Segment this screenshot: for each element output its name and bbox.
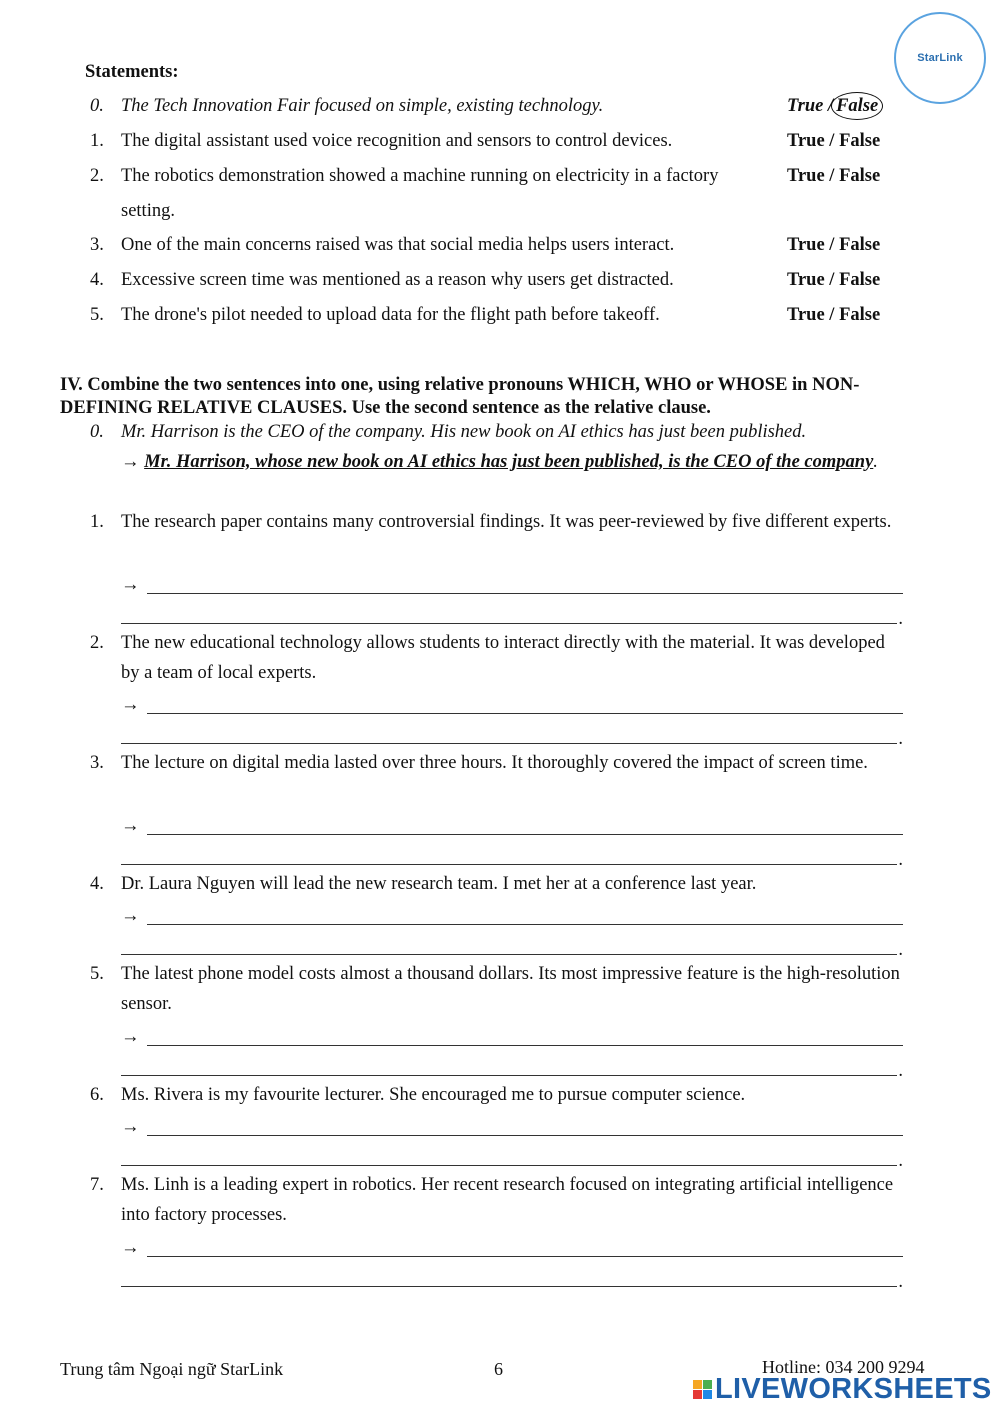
statement-number: 4. bbox=[90, 270, 104, 290]
statement-text: The robotics demonstration showed a machine running on electricity in a factory setting. bbox=[121, 166, 719, 221]
item-text: The research paper contains many controversial findings. It was peer-reviewed by five different experts. bbox=[121, 512, 892, 532]
true-false-choice bbox=[787, 89, 883, 124]
answer-period: . bbox=[898, 1151, 903, 1171]
answer-line[interactable] bbox=[121, 1165, 897, 1166]
item-number: 4. bbox=[90, 874, 104, 894]
statement-text: The drone's pilot needed to upload data for the flight path before takeoff. bbox=[121, 305, 660, 325]
answer-line[interactable] bbox=[121, 954, 897, 955]
answer-line[interactable] bbox=[121, 623, 897, 624]
statement-row-3 bbox=[90, 228, 900, 263]
true-false-choice[interactable]: True / False bbox=[787, 131, 881, 151]
item-number: 0. bbox=[90, 422, 104, 442]
answer-line[interactable] bbox=[121, 1075, 897, 1076]
item-number: 1. bbox=[90, 512, 104, 532]
arrow-icon: → bbox=[121, 695, 140, 715]
statement-text: Excessive screen time was mentioned as a reason why users get distracted. bbox=[121, 270, 674, 290]
statement-number: 2. bbox=[90, 166, 104, 186]
item-number: 5. bbox=[90, 964, 104, 984]
item-text: Dr. Laura Nguyen will lead the new research team. I met her at a conference last year. bbox=[121, 874, 757, 894]
section-iv-title: IV. Combine the two sentences into one, using relative pronouns WHICH, WHO or WHOSE in NON-DEFINING RELATIVE CLAUSES. Use the second sentence as the relative clause. bbox=[60, 375, 860, 418]
footer-hotline: Hotline: 034 200 9294 bbox=[762, 1357, 925, 1377]
statements-heading: Statements: bbox=[85, 62, 179, 82]
statement-text: One of the main concerns raised was that social media helps users interact. bbox=[121, 235, 675, 255]
item-text: Ms. Linh is a leading expert in robotics. Her recent research focused on integrating artificial intelligence into factory processes. bbox=[121, 1175, 894, 1225]
example-answer: Mr. Harrison, whose new book on AI ethics has just been published, is the CEO of the company bbox=[144, 452, 874, 472]
answer-line[interactable] bbox=[121, 743, 897, 744]
answer-line[interactable] bbox=[147, 924, 903, 925]
arrow-icon: → bbox=[121, 452, 140, 472]
answer-line[interactable] bbox=[147, 593, 903, 594]
item-number: 3. bbox=[90, 753, 104, 773]
answer-period: . bbox=[898, 609, 903, 629]
item-number: 7. bbox=[90, 1175, 104, 1195]
item-text: The latest phone model costs almost a thousand dollars. Its most impressive feature is the high-resolution sensor. bbox=[121, 964, 900, 1014]
answer-field-1[interactable] bbox=[121, 572, 903, 632]
arrow-icon: → bbox=[121, 575, 140, 595]
item-text: The lecture on digital media lasted over three hours. It thoroughly covered the impact of screen time. bbox=[121, 753, 868, 773]
answer-line[interactable] bbox=[147, 1135, 903, 1136]
arrow-icon: → bbox=[121, 906, 140, 926]
statement-number: 0. bbox=[90, 96, 104, 116]
statement-number: 5. bbox=[90, 305, 104, 325]
true-false-choice[interactable]: True / False bbox=[787, 270, 881, 290]
example-answer-line bbox=[121, 447, 905, 477]
answer-line[interactable] bbox=[147, 713, 903, 714]
answer-period: . bbox=[898, 729, 903, 749]
answer-field-6[interactable] bbox=[121, 1114, 903, 1174]
item-text: The new educational technology allows students to interact directly with the material. It was developed by a team of local experts. bbox=[121, 633, 885, 683]
example-item-0 bbox=[90, 417, 905, 507]
answer-field-3[interactable] bbox=[121, 813, 903, 873]
item-number: 2. bbox=[90, 633, 104, 653]
arrow-icon: → bbox=[121, 1027, 140, 1047]
item-number: 6. bbox=[90, 1085, 104, 1105]
statement-number: 1. bbox=[90, 131, 104, 151]
statement-number: 3. bbox=[90, 235, 104, 255]
answer-field-4[interactable] bbox=[121, 903, 903, 963]
answer-line[interactable] bbox=[121, 864, 897, 865]
answer-line[interactable] bbox=[121, 1286, 897, 1287]
true-false-choice[interactable]: True / False bbox=[787, 235, 881, 255]
true-option: True / bbox=[787, 96, 834, 116]
item-text: Ms. Rivera is my favourite lecturer. She encouraged me to pursue computer science. bbox=[121, 1085, 746, 1105]
statement-text: The Tech Innovation Fair focused on simple, existing technology. bbox=[121, 96, 604, 116]
arrow-icon: → bbox=[121, 816, 140, 836]
page-number: 6 bbox=[494, 1359, 503, 1379]
answer-line[interactable] bbox=[147, 1256, 903, 1257]
footer-center-name: Trung tâm Ngoại ngữ StarLink bbox=[60, 1359, 284, 1379]
liveworksheets-brand: LIVEWORKSHEETS bbox=[715, 1372, 992, 1405]
logo-text: StarLink bbox=[917, 52, 963, 64]
answer-field-2[interactable] bbox=[121, 692, 903, 752]
statement-row-4 bbox=[90, 263, 900, 298]
arrow-icon: → bbox=[121, 1238, 140, 1258]
answer-period: . bbox=[898, 1272, 903, 1292]
true-false-choice[interactable]: True / False bbox=[787, 305, 881, 325]
answer-period: . bbox=[898, 940, 903, 960]
liveworksheets-watermark bbox=[693, 1374, 992, 1404]
liveworksheets-logo-icon bbox=[693, 1380, 712, 1399]
true-false-choice[interactable]: True / False bbox=[787, 166, 881, 186]
statement-row-1 bbox=[90, 124, 900, 159]
false-option-circled: False bbox=[831, 92, 883, 120]
answer-period: . bbox=[898, 1061, 903, 1081]
example-content bbox=[121, 417, 905, 477]
answer-line[interactable] bbox=[147, 1045, 903, 1046]
answer-line[interactable] bbox=[147, 834, 903, 835]
answer-field-5[interactable] bbox=[121, 1024, 903, 1084]
answer-period: . bbox=[873, 452, 878, 472]
statement-row-0 bbox=[90, 89, 900, 124]
statement-text: The digital assistant used voice recognition and sensors to control devices. bbox=[121, 131, 673, 151]
statement-row-2 bbox=[90, 159, 900, 229]
arrow-icon: → bbox=[121, 1117, 140, 1137]
statement-row-5 bbox=[90, 298, 900, 333]
example-sentence: Mr. Harrison is the CEO of the company. His new book on AI ethics has just been published. bbox=[121, 422, 807, 442]
answer-field-7[interactable] bbox=[121, 1235, 903, 1295]
starlink-logo bbox=[894, 12, 986, 104]
answer-period: . bbox=[898, 850, 903, 870]
